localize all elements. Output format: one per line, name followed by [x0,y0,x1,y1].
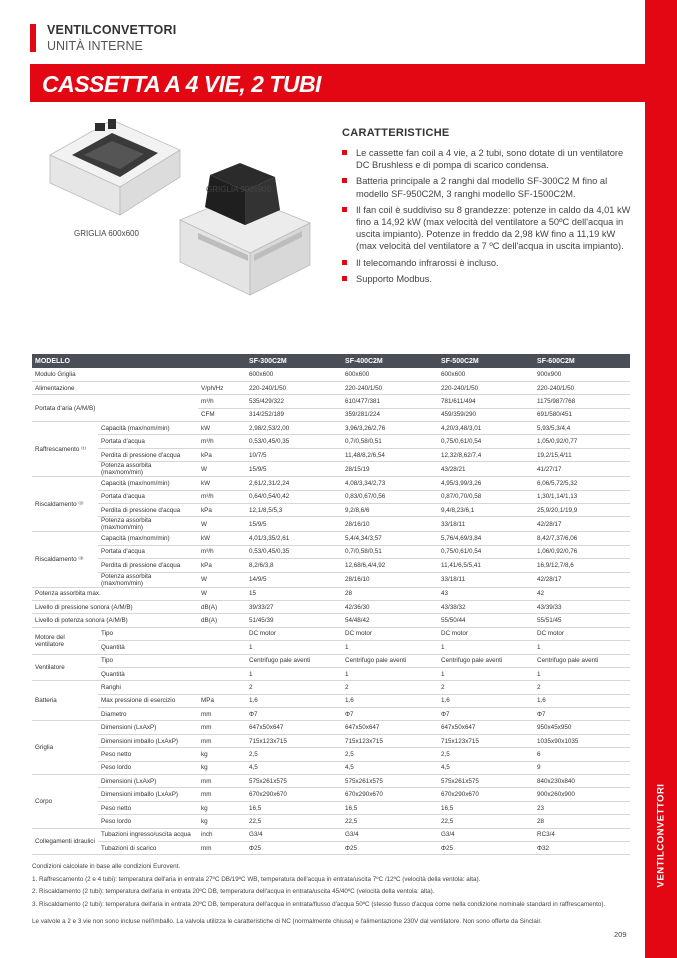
table-cell: Φ25 [342,842,438,855]
table-cell: 900x260x900 [534,788,630,801]
row-sub-label: Dimensioni (LxAxP) [98,721,198,734]
table-cell: 12,32/8,62/7,4 [438,448,534,461]
row-sub-label: Portata d'acqua [98,545,198,558]
row-unit: m³/h [198,395,246,408]
table-row [32,545,630,558]
table-cell: Centrifugo pale aventi [534,654,630,667]
row-sub-label: Peso lordo [98,815,198,828]
table-cell: 14/9/5 [246,572,342,587]
table-cell: 16,5 [342,801,438,814]
table-cell: 41/27/17 [534,462,630,477]
table-cell: DC motor [438,627,534,640]
row-unit: mm [198,842,246,855]
table-cell: Φ7 [342,708,438,721]
row-unit [198,627,246,640]
table-cell: 1,6 [438,694,534,707]
row-unit: V/ph/Hz [198,381,246,394]
table-row [32,517,630,532]
table-cell: 43/28/21 [438,462,534,477]
table-cell: 4,01/3,35/2,61 [246,532,342,545]
table-cell: 15/9/5 [246,462,342,477]
table-cell: 16,5 [246,801,342,814]
table-cell: 16,9/12,7/8,6 [534,559,630,572]
header-model: SF-400C2M [342,354,438,368]
table-cell: 43/39/33 [534,600,630,613]
row-sub-label: Tipo [98,654,198,667]
table-cell: 670x290x670 [438,788,534,801]
table-row [32,572,630,587]
row-unit: mm [198,734,246,747]
table-cell: 1,6 [342,694,438,707]
section-marker [30,24,36,52]
row-unit [198,654,246,667]
table-cell: 0,64/0,54/0,42 [246,490,342,503]
table-cell: DC motor [246,627,342,640]
table-cell: 1175/987/768 [534,395,630,408]
product-images [40,115,320,315]
row-group-label: Alimentazione [32,381,198,394]
table-row [32,587,630,600]
table-cell: 647x50x647 [342,721,438,734]
table-cell: 2,98/2,53/2,00 [246,422,342,435]
row-sub-label: Peso netto [98,748,198,761]
table-row [32,801,630,814]
table-cell: 42/36/30 [342,600,438,613]
table-cell: 22,5 [246,815,342,828]
row-unit [198,641,246,654]
table-cell: 715x123x715 [342,734,438,747]
table-row [32,448,630,461]
table-cell: 2 [534,681,630,694]
table-cell: Centrifugo pale aventi [438,654,534,667]
table-cell: 2,61/2,31/2,24 [246,477,342,490]
row-sub-label: Perdita di pressione d'acqua [98,448,198,461]
note: Le valvole a 2 e 3 vie non sono incluse nell'imballo. La valvola utilizza le caratteristiche di NC (normalmente chiusa) e l'alimentazione 230V dal ventilatore. Non sono offerte da Sinclair. [32,917,542,925]
table-cell: 51/45/39 [246,614,342,627]
table-cell: 8,2/6/3,8 [246,559,342,572]
table-cell: 691/580/451 [534,408,630,421]
table-cell: 535/429/322 [246,395,342,408]
table-cell: 575x261x575 [438,775,534,788]
table-row [32,815,630,828]
cassette-600-image [40,115,320,315]
row-sub-label: Capacità (max/nom/min) [98,422,198,435]
table-row [32,708,630,721]
row-group-label: Riscaldamento ⁽³⁾ [32,532,98,587]
row-sub-label: Portata d'acqua [98,435,198,448]
row-group-label: Livello di potenza sonora (A/M/B) [32,614,198,627]
table-row [32,381,630,394]
row-unit: m³/h [198,545,246,558]
table-cell: 0,7/0,58/0,51 [342,435,438,448]
table-cell: 647x50x647 [246,721,342,734]
row-group-label: Corpo [32,775,98,829]
row-sub-label: Potenza assorbita (max/nom/min) [98,572,198,587]
feature-item: Supporto Modbus. [342,273,632,285]
row-unit: mm [198,775,246,788]
table-cell: 459/359/290 [438,408,534,421]
table-cell: 4,5 [246,761,342,774]
row-group-label: Potenza assorbita max. [32,587,198,600]
table-cell: 4,08/3,34/2,73 [342,477,438,490]
table-cell: 359/281/224 [342,408,438,421]
table-cell: 16,5 [438,801,534,814]
row-unit [198,681,246,694]
table-cell: 22,5 [342,815,438,828]
table-cell: 23 [534,801,630,814]
row-sub-label: Quantità [98,667,198,680]
table-cell: 28 [342,587,438,600]
table-cell: 575x261x575 [246,775,342,788]
table-row [32,694,630,707]
table-cell: 10/7/5 [246,448,342,461]
table-cell: 3,96/3,26/2,76 [342,422,438,435]
row-sub-label: Tubazioni ingresso/uscita acqua [98,828,198,841]
table-cell: 9 [534,761,630,774]
table-cell: 2 [246,681,342,694]
table-cell: 5,76/4,69/3,84 [438,532,534,545]
row-unit: mm [198,708,246,721]
table-cell: 2 [342,681,438,694]
table-row [32,559,630,572]
table-cell: 950x45x950 [534,721,630,734]
table-cell: 42 [534,587,630,600]
table-cell: 28/16/10 [342,517,438,532]
table-cell: 1,6 [534,694,630,707]
row-unit: kg [198,801,246,814]
table-row [32,828,630,841]
row-unit: m³/h [198,490,246,503]
row-group-label: Raffrescamento ⁽¹⁾ [32,422,98,477]
table-cell: 15/9/5 [246,517,342,532]
row-unit: kPa [198,504,246,517]
table-cell: 43 [438,587,534,600]
table-cell: 9,4/8,23/6,1 [438,504,534,517]
row-unit: dB(A) [198,600,246,613]
table-cell: 900x900 [534,368,630,381]
table-cell: 33/18/11 [438,572,534,587]
table-cell: 4,95/3,99/3,26 [438,477,534,490]
table-cell: 28 [534,815,630,828]
table-cell: Centrifugo pale aventi [246,654,342,667]
table-cell: 1,06/0,92/0,76 [534,545,630,558]
table-row [32,462,630,477]
table-cell: DC motor [342,627,438,640]
row-unit: W [198,462,246,477]
table-cell: 1,30/1,14/1,13 [534,490,630,503]
row-unit: inch [198,828,246,841]
table-cell: 6,06/5,72/5,32 [534,477,630,490]
row-sub-label: Peso lordo [98,761,198,774]
row-unit: dB(A) [198,614,246,627]
table-cell: DC motor [534,627,630,640]
table-cell: 5,93/5,3/4,4 [534,422,630,435]
header-model: SF-600C2M [534,354,630,368]
table-cell: RC3/4 [534,828,630,841]
table-cell: 1 [246,667,342,680]
row-sub-label: Capacità (max/nom/min) [98,477,198,490]
table-cell: 12,68/6,4/4,92 [342,559,438,572]
table-row [32,788,630,801]
table-cell: 11,48/8,2/6,54 [342,448,438,461]
table-cell: 840x230x840 [534,775,630,788]
table-cell: Φ7 [438,708,534,721]
table-cell: 19,2/15,4/11 [534,448,630,461]
row-sub-label: Tipo [98,627,198,640]
table-cell: Φ25 [438,842,534,855]
table-row [32,654,630,667]
table-cell: 1 [342,667,438,680]
table-cell: 55/51/45 [534,614,630,627]
row-sub-label: Peso netto [98,801,198,814]
table-row [32,600,630,613]
table-row [32,422,630,435]
row-unit: kg [198,815,246,828]
table-row [32,748,630,761]
table-row [32,490,630,503]
table-cell: 12,1/8,5/5,3 [246,504,342,517]
row-unit: mm [198,788,246,801]
row-group-label: Livello di pressione sonora (A/M/B) [32,600,198,613]
table-cell: 8,42/7,37/6,06 [534,532,630,545]
row-unit: mm [198,721,246,734]
table-cell: 54/48/42 [342,614,438,627]
table-cell: 220-240/1/50 [438,381,534,394]
table-cell: 39/33/27 [246,600,342,613]
table-cell: 4,5 [438,761,534,774]
row-unit: kg [198,748,246,761]
row-group-label: Riscaldamento ⁽²⁾ [32,477,98,532]
table-cell: 11,41/6,5/5,41 [438,559,534,572]
row-unit: CFM [198,408,246,421]
table-cell: 42/28/17 [534,517,630,532]
table-cell: 1 [534,641,630,654]
table-cell: 4,20/3,48/3,01 [438,422,534,435]
table-row [32,775,630,788]
table-cell: 600x600 [438,368,534,381]
table-cell: 781/611/494 [438,395,534,408]
notes [32,862,632,929]
row-unit: kPa [198,448,246,461]
table-cell: Φ7 [534,708,630,721]
table-row [32,761,630,774]
table-row [32,667,630,680]
table-cell: 610/477/381 [342,395,438,408]
specs-table [32,354,630,855]
row-group-label: Portata d'aria (A/M/B) [32,395,198,422]
table-cell: 6 [534,748,630,761]
row-unit: W [198,587,246,600]
table-cell: 670x290x670 [342,788,438,801]
table-row [32,681,630,694]
table-cell: 33/18/11 [438,517,534,532]
table-cell: 0,53/0,45/0,35 [246,545,342,558]
row-sub-label: Potenza assorbita (max/nom/min) [98,462,198,477]
row-group-label: Modulo Griglia [32,368,198,381]
table-cell: 220-240/1/50 [342,381,438,394]
table-cell: 25,9/20,1/19,9 [534,504,630,517]
row-sub-label: Dimensioni (LxAxP) [98,775,198,788]
row-group-label: Motore del ventilatore [32,627,98,654]
row-group-label: Griglia [32,721,98,775]
table-cell: 0,87/0,70/0,58 [438,490,534,503]
row-unit: kg [198,761,246,774]
row-group-label: Ventilatore [32,654,98,681]
row-sub-label: Portata d'acqua [98,490,198,503]
table-cell: 1 [438,641,534,654]
table-cell: 4,5 [342,761,438,774]
table-row [32,504,630,517]
row-unit: kW [198,477,246,490]
row-unit [198,368,246,381]
label-griglia-600: GRIGLIA 600x600 [74,229,139,238]
row-sub-label: Dimensioni imballo (LxAxP) [98,788,198,801]
table-cell: 0,53/0,45/0,35 [246,435,342,448]
note: 1. Raffrescamento (2 e 4 tubi): temperatura dell'aria in entrata 27ºC DB/19ºC WB, temperatura dell'acqua in entrata/uscita 7ºC /12ºC (velocità della ventola: alta). [32,875,481,883]
page-title: CASSETTA A 4 VIE, 2 TUBI [42,71,321,97]
table-cell: G3/4 [438,828,534,841]
table-cell: 0,75/0,61/0,54 [438,545,534,558]
table-cell: 5,4/4,34/3,57 [342,532,438,545]
feature-item: Batteria principale a 2 ranghi dal modello SF-300C2 M fino al modello SF-950C2M, 3 ranghi modello SF-1500C2M. [342,175,632,199]
row-sub-label: Quantità [98,641,198,654]
header-model: SF-500C2M [438,354,534,368]
table-cell: G3/4 [246,828,342,841]
section-title: VENTILCONVETTORI [47,23,177,37]
note: Condizioni calcolate in base alle condizioni Eurovent. [32,863,181,870]
header-model: SF-300C2M [246,354,342,368]
row-sub-label: Perdita di pressione d'acqua [98,559,198,572]
row-sub-label: Dimensioni imballo (LxAxP) [98,734,198,747]
table-row [32,842,630,855]
table-cell: 0,75/0,61/0,54 [438,435,534,448]
row-unit: MPa [198,694,246,707]
feature-item: Il telecomando infrarossi è incluso. [342,257,632,269]
table-cell: 28/16/10 [342,572,438,587]
table-cell: 0,7/0,58/0,51 [342,545,438,558]
table-cell: 575x261x575 [342,775,438,788]
table-row [32,734,630,747]
table-cell: 220-240/1/50 [534,381,630,394]
row-group-label: Collegamenti idraulici [32,828,98,855]
table-cell: 1 [342,641,438,654]
table-cell: 2 [438,681,534,694]
table-cell: 1 [534,667,630,680]
label-griglia-900: GRIGLIA 900x900 [206,185,271,194]
table-cell: 1 [246,641,342,654]
table-row [32,641,630,654]
table-cell: 715x123x715 [246,734,342,747]
feature-item: Il fan coil è suddiviso su 8 grandezze: potenze in caldo da 4,01 kW fino a 14,92 kW (max velocità del ventilatore a 50ºC dell'acqua in uscita impianto). Potenze in freddo da 2,98 kW fino a 11,19 kW (max velocità del ventilatore a 7 ºC dell'acqua in uscita impianto). [342,204,632,253]
table-cell: 43/38/32 [438,600,534,613]
row-unit [198,667,246,680]
specs-body [32,368,630,855]
table-cell: 2,5 [246,748,342,761]
table-cell: 1,6 [246,694,342,707]
table-cell: 0,83/0,67/0,56 [342,490,438,503]
table-cell: Φ25 [246,842,342,855]
table-cell: 1 [438,667,534,680]
table-cell: 9,2/8,6/6 [342,504,438,517]
table-row [32,721,630,734]
table-cell: 1035x90x1035 [534,734,630,747]
table-row [32,627,630,640]
header-modello: MODELLO [32,354,246,368]
table-cell: 2,5 [438,748,534,761]
table-cell: 42/28/17 [534,572,630,587]
note: 3. Riscaldamento (2 tubi): temperatura dell'aria in entrata 20ºC DB, temperatura dell'acqua in entrata/flusso d'acqua 50ºC (stesso flusso d'acqua come nella condizione nominale standard in raffrescamento). [32,900,606,908]
table-row [32,614,630,627]
row-sub-label: Perdita di pressione d'acqua [98,504,198,517]
features-title: CARATTERISTICHE [342,127,450,139]
table-header-row [32,354,630,368]
table-cell: G3/4 [342,828,438,841]
table-row [32,368,630,381]
row-unit: m³/h [198,435,246,448]
row-unit: W [198,572,246,587]
table-cell: 670x290x670 [246,788,342,801]
table-cell: 28/15/19 [342,462,438,477]
row-sub-label: Tubazioni di scarico [98,842,198,855]
row-sub-label: Ranghi [98,681,198,694]
table-cell: 600x600 [342,368,438,381]
table-cell: Φ7 [246,708,342,721]
section-subtitle: UNITÀ INTERNE [47,39,143,53]
table-cell: 715x123x715 [438,734,534,747]
feature-item: Le cassette fan coil a 4 vie, a 2 tubi, sono dotate di un ventilatore DC Brushless e di pompa di scarico condensa. [342,147,632,171]
row-sub-label: Diametro [98,708,198,721]
table-cell: 22,5 [438,815,534,828]
table-row [32,532,630,545]
table-cell: Centrifugo pale aventi [342,654,438,667]
table-cell: 220-240/1/50 [246,381,342,394]
row-unit: W [198,517,246,532]
table-cell: 2,5 [342,748,438,761]
title-banner [30,64,645,102]
side-section-label: VENTILCONVETTORI [655,783,667,887]
row-unit: kPa [198,559,246,572]
row-sub-label: Capacità (max/nom/min) [98,532,198,545]
row-sub-label: Potenza assorbita (max/nom/min) [98,517,198,532]
table-cell: 600x600 [246,368,342,381]
note: 2. Riscaldamento (2 tubi): temperatura dell'aria in entrata 20ºC DB, temperatura dell'acqua in entrata/uscita 45/40ºC (velocità della ventola: alta). [32,888,435,895]
row-group-label: Batteria [32,681,98,721]
table-row [32,435,630,448]
table-row [32,395,630,408]
table-cell: 15 [246,587,342,600]
table-row [32,477,630,490]
table-cell: 647x50x647 [438,721,534,734]
table-cell: 55/50/44 [438,614,534,627]
table-cell: 1,05/0,92/0,77 [534,435,630,448]
table-cell: 314/252/189 [246,408,342,421]
table-cell: Φ32 [534,842,630,855]
features-list [342,147,632,289]
page-number: 209 [614,930,627,939]
row-unit: kW [198,532,246,545]
row-unit: kW [198,422,246,435]
row-sub-label: Max pressione di esercizio [98,694,198,707]
